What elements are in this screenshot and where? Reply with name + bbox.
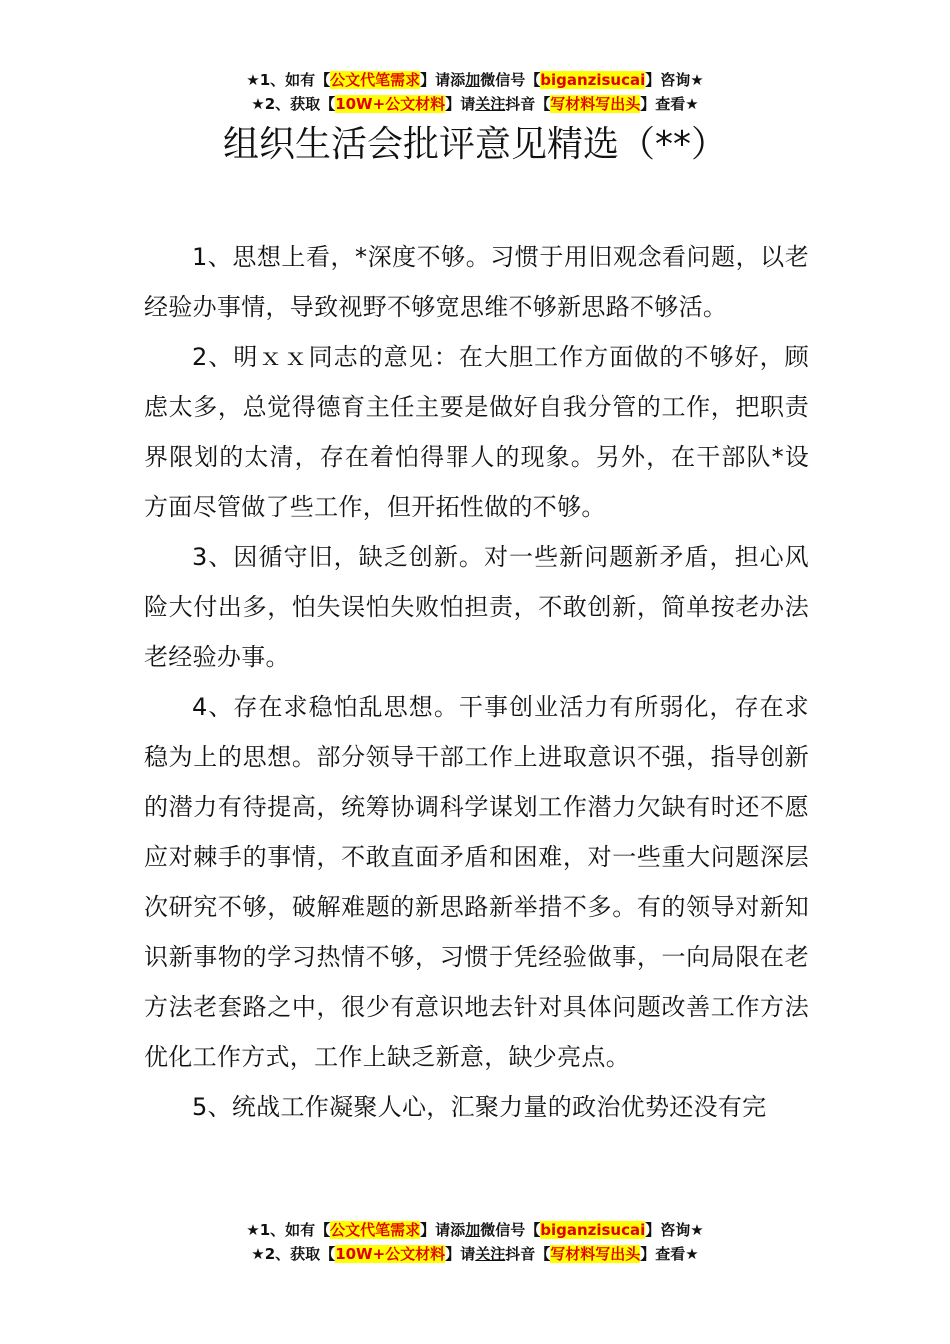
highlight-materials: 10W+公文材料 — [335, 1245, 446, 1263]
document-body — [144, 232, 809, 1132]
highlight-douyin: 写材料写出头 — [550, 1245, 641, 1263]
header-banner — [0, 68, 950, 116]
highlight-wechat-id: biganzisucai — [540, 71, 646, 89]
highlight-service: 公文代笔需求 — [330, 1221, 421, 1239]
banner-line-1: ★1、如有【公文代笔需求】请添加微信号【biganzisucai】咨询★ — [246, 1221, 704, 1239]
paragraph-3: 3、因循守旧，缺乏创新。对一些新问题新矛盾，担心风险大付出多，怕失误怕失败怕担责，不敢创新，简单按老办法老经验办事。 — [144, 543, 809, 671]
paragraph-4: 4、存在求稳怕乱思想。干事创业活力有所弱化，存在求稳为上的思想。部分领导干部工作上进取意识不强，指导创新的潜力有待提高，统筹协调科学谋划工作潜力欠缺有时还不愿应对棘手的事情，不敢直面矛盾和困难，对一些重大问题深层次研究不够，破解难题的新思路新举措不多。有的领导对新知识新事物的学习热情不够，习惯于凭经验做事，一向局限在老方法老套路之中，很少有意识地去针对具体问题改善工作方法优化工作方式，工作上缺乏新意，缺少亮点。 — [144, 693, 809, 1071]
document-title: 组织生活会批评意见精选（**） — [222, 124, 727, 165]
highlight-service: 公文代笔需求 — [330, 71, 421, 89]
highlight-materials: 10W+公文材料 — [335, 95, 446, 113]
paragraph-2: 2、明ｘｘ同志的意见：在大胆工作方面做的不够好，顾虑太多，总觉得德育主任主要是做好自我分管的工作，把职责界限划的太清，存在着怕得罪人的现象。另外，在干部队*设方面尽管做了些工作，但开拓性做的不够。 — [144, 343, 809, 521]
banner-line-2: ★2、获取【10W+公文材料】请关注抖音【写材料写出头】查看★ — [251, 95, 699, 113]
footer-banner — [0, 1218, 950, 1266]
banner-line-1: ★1、如有【公文代笔需求】请添加微信号【biganzisucai】咨询★ — [246, 71, 704, 89]
paragraph-5: 5、统战工作凝聚人心，汇聚力量的政治优势还没有完 — [192, 1093, 767, 1121]
banner-line-2: ★2、获取【10W+公文材料】请关注抖音【写材料写出头】查看★ — [251, 1245, 699, 1263]
highlight-wechat-id: biganzisucai — [540, 1221, 646, 1239]
highlight-douyin: 写材料写出头 — [550, 95, 641, 113]
paragraph-1: 1、思想上看，*深度不够。习惯于用旧观念看问题，以老经验办事情，导致视野不够宽思维不够新思路不够活。 — [144, 243, 809, 321]
